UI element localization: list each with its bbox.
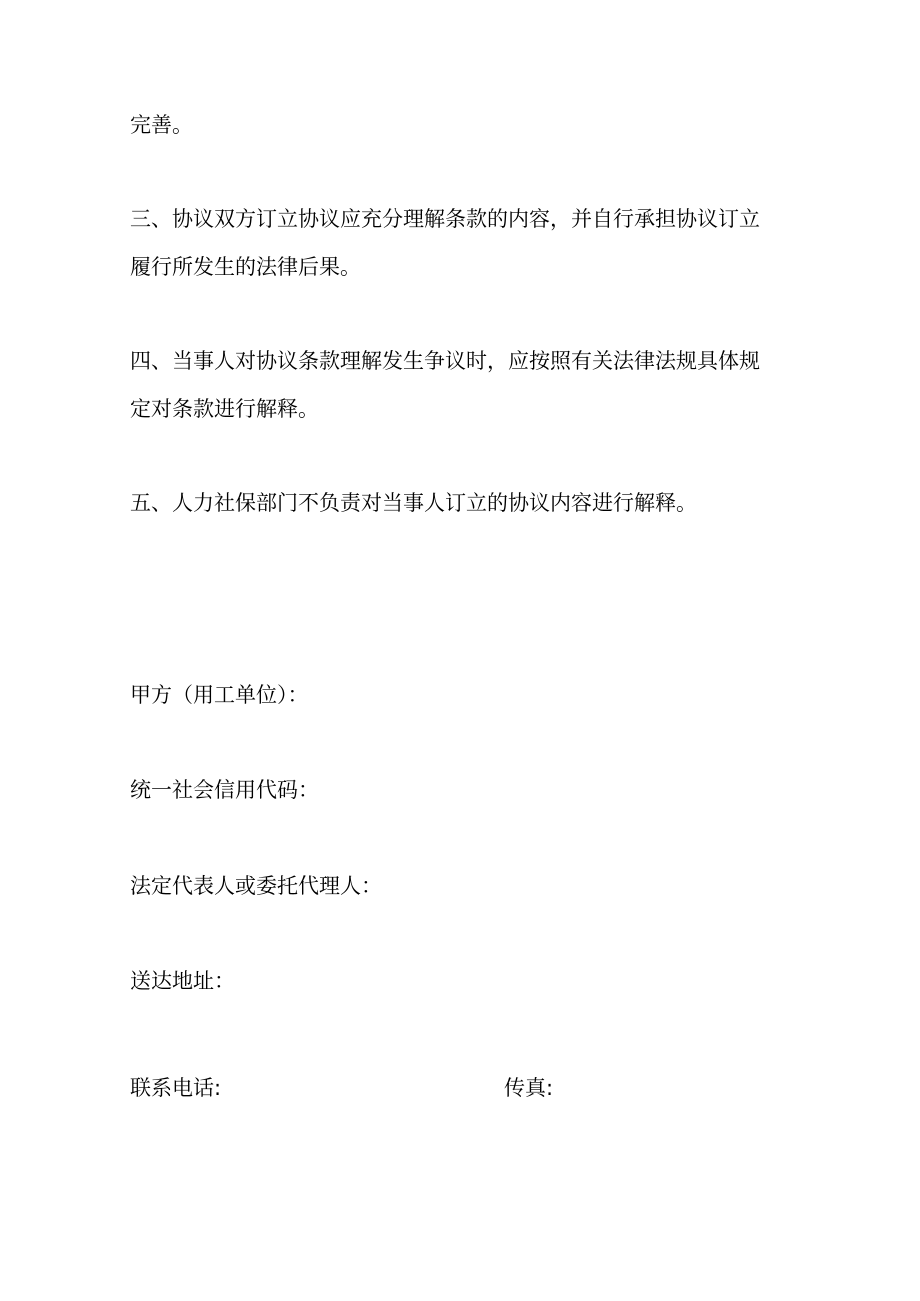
paragraph-2-tail: 完善。 bbox=[130, 113, 193, 137]
clause-5-line-1: 五、人力社保部门不负责对当事人订立的协议内容进行解释。 bbox=[130, 491, 697, 515]
phone-label: 联系电话: bbox=[130, 1076, 222, 1100]
clause-4-line-2: 定对条款进行解释。 bbox=[130, 397, 319, 421]
party-a-label: 甲方（用工单位）： bbox=[130, 683, 309, 707]
clause-3-line-1: 三、协议双方订立协议应充分理解条款的内容，并自行承担协议订立 bbox=[130, 207, 760, 231]
clause-4-line-1: 四、当事人对协议条款理解发生争议时，应按照有关法律法规具体规 bbox=[130, 349, 760, 373]
credit-code-label: 统一社会信用代码： bbox=[130, 778, 319, 802]
address-label: 送达地址： bbox=[130, 969, 235, 993]
clause-3-line-2: 履行所发生的法律后果。 bbox=[130, 255, 361, 279]
legal-rep-label: 法定代表人或委托代理人： bbox=[130, 874, 382, 898]
fax-label: 传真: bbox=[504, 1076, 554, 1100]
